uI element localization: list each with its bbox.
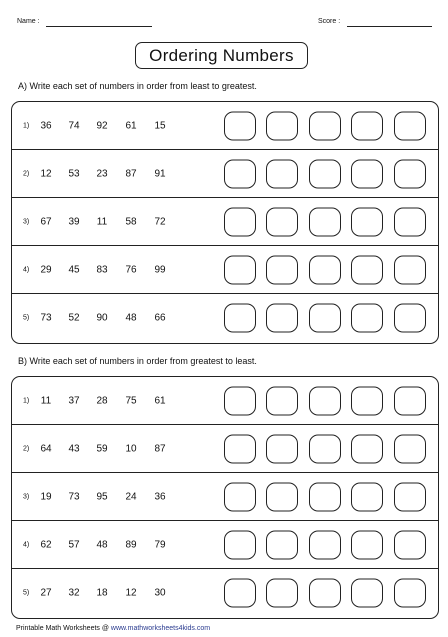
- given-number: 95: [96, 491, 108, 503]
- given-number: 37: [68, 395, 80, 407]
- answer-box[interactable]: [266, 208, 298, 237]
- question-number: 5): [23, 589, 30, 597]
- question-number: 2): [23, 170, 30, 178]
- footer: [16, 625, 210, 632]
- answer-box[interactable]: [351, 387, 383, 416]
- worksheet-title-text: Ordering Numbers: [149, 45, 294, 65]
- given-number: 11: [40, 395, 52, 407]
- given-number: 58: [125, 216, 137, 228]
- given-number: 87: [125, 168, 137, 180]
- given-number: 61: [125, 120, 137, 132]
- given-number: 15: [154, 120, 166, 132]
- answer-box[interactable]: [224, 435, 256, 464]
- section-b-instruction: B) Write each set of numbers in order from greatest to least.: [18, 356, 257, 366]
- given-number: 64: [40, 443, 52, 455]
- given-number: 87: [154, 443, 166, 455]
- question-number: 4): [23, 266, 30, 274]
- answer-box[interactable]: [309, 304, 341, 333]
- answer-box[interactable]: [266, 160, 298, 189]
- given-number: 11: [96, 216, 108, 228]
- given-number: 32: [68, 587, 80, 599]
- answer-box[interactable]: [309, 112, 341, 141]
- answer-box[interactable]: [351, 579, 383, 608]
- given-number: 45: [68, 264, 80, 276]
- answer-box[interactable]: [351, 256, 383, 285]
- answer-box[interactable]: [351, 435, 383, 464]
- given-number: 18: [96, 587, 108, 599]
- given-number: 36: [40, 120, 52, 132]
- question-number: 3): [23, 218, 30, 226]
- answer-box[interactable]: [394, 387, 426, 416]
- answer-box[interactable]: [351, 483, 383, 512]
- given-number: 28: [96, 395, 108, 407]
- answer-box[interactable]: [309, 435, 341, 464]
- given-number: 12: [125, 587, 137, 599]
- given-number: 76: [125, 264, 137, 276]
- given-number: 48: [125, 312, 137, 324]
- section-a-instruction: A) Write each set of numbers in order from least to greatest.: [18, 81, 257, 91]
- answer-box[interactable]: [266, 483, 298, 512]
- answer-box[interactable]: [351, 531, 383, 560]
- answer-box[interactable]: [351, 112, 383, 141]
- section-b-box: [11, 376, 439, 619]
- answer-box[interactable]: [351, 160, 383, 189]
- given-number: 62: [40, 539, 52, 551]
- answer-box[interactable]: [394, 483, 426, 512]
- answer-box[interactable]: [224, 579, 256, 608]
- question-number: 1): [23, 397, 30, 405]
- answer-box[interactable]: [224, 483, 256, 512]
- score-label: Score :: [318, 18, 341, 25]
- question-row: [12, 150, 438, 198]
- question-number: 3): [23, 493, 30, 501]
- answer-box[interactable]: [309, 208, 341, 237]
- footer-prefix: Printable Math Worksheets @: [16, 625, 111, 632]
- given-number: 24: [125, 491, 137, 503]
- answer-box[interactable]: [224, 387, 256, 416]
- answer-box[interactable]: [266, 531, 298, 560]
- answer-box[interactable]: [394, 208, 426, 237]
- answer-box[interactable]: [224, 160, 256, 189]
- answer-box[interactable]: [309, 579, 341, 608]
- given-number: 73: [40, 312, 52, 324]
- answer-box[interactable]: [394, 579, 426, 608]
- given-number: 43: [68, 443, 80, 455]
- answer-box[interactable]: [309, 256, 341, 285]
- given-number: 79: [154, 539, 166, 551]
- answer-box[interactable]: [351, 304, 383, 333]
- given-number: 23: [96, 168, 108, 180]
- given-number: 53: [68, 168, 80, 180]
- given-number: 10: [125, 443, 137, 455]
- question-number: 4): [23, 541, 30, 549]
- given-number: 19: [40, 491, 52, 503]
- question-row: [12, 246, 438, 294]
- given-number: 59: [96, 443, 108, 455]
- answer-box[interactable]: [394, 160, 426, 189]
- given-number: 91: [154, 168, 166, 180]
- answer-box[interactable]: [394, 531, 426, 560]
- question-number: 1): [23, 122, 30, 130]
- given-number: 72: [154, 216, 166, 228]
- answer-box[interactable]: [266, 304, 298, 333]
- footer-link[interactable]: www.mathworksheets4kids.com: [110, 625, 211, 632]
- answer-box[interactable]: [394, 304, 426, 333]
- answer-box[interactable]: [394, 112, 426, 141]
- answer-box[interactable]: [266, 435, 298, 464]
- question-row: [12, 102, 438, 150]
- given-number: 12: [40, 168, 52, 180]
- given-number: 29: [40, 264, 52, 276]
- answer-box[interactable]: [394, 256, 426, 285]
- answer-box[interactable]: [309, 531, 341, 560]
- given-number: 27: [40, 587, 52, 599]
- given-number: 99: [154, 264, 166, 276]
- answer-box[interactable]: [266, 387, 298, 416]
- question-number: 2): [23, 445, 30, 453]
- given-number: 67: [40, 216, 52, 228]
- given-number: 48: [96, 539, 108, 551]
- worksheet-title: [135, 42, 308, 69]
- given-number: 74: [68, 120, 80, 132]
- question-row: [12, 473, 438, 521]
- answer-box[interactable]: [394, 435, 426, 464]
- given-number: 89: [125, 539, 137, 551]
- answer-box[interactable]: [309, 483, 341, 512]
- answer-box[interactable]: [266, 112, 298, 141]
- answer-box[interactable]: [224, 208, 256, 237]
- question-row: [12, 294, 438, 342]
- section-a-box: [11, 101, 439, 344]
- given-number: 57: [68, 539, 80, 551]
- given-number: 36: [154, 491, 166, 503]
- given-number: 75: [125, 395, 137, 407]
- score-line[interactable]: [347, 26, 432, 27]
- given-number: 61: [154, 395, 166, 407]
- question-row: [12, 569, 438, 617]
- answer-box[interactable]: [309, 160, 341, 189]
- question-number: 5): [23, 314, 30, 322]
- question-row: [12, 521, 438, 569]
- answer-box[interactable]: [266, 256, 298, 285]
- given-number: 30: [154, 587, 166, 599]
- given-number: 83: [96, 264, 108, 276]
- answer-box[interactable]: [224, 112, 256, 141]
- given-number: 52: [68, 312, 80, 324]
- given-number: 73: [68, 491, 80, 503]
- question-row: [12, 377, 438, 425]
- given-number: 90: [96, 312, 108, 324]
- answer-box[interactable]: [351, 208, 383, 237]
- given-number: 92: [96, 120, 108, 132]
- answer-box[interactable]: [266, 579, 298, 608]
- name-label: Name :: [17, 18, 40, 25]
- name-line[interactable]: [46, 26, 152, 27]
- question-row: [12, 198, 438, 246]
- given-number: 39: [68, 216, 80, 228]
- answer-box[interactable]: [309, 387, 341, 416]
- answer-box[interactable]: [224, 256, 256, 285]
- question-row: [12, 425, 438, 473]
- given-number: 66: [154, 312, 166, 324]
- answer-box[interactable]: [224, 531, 256, 560]
- answer-box[interactable]: [224, 304, 256, 333]
